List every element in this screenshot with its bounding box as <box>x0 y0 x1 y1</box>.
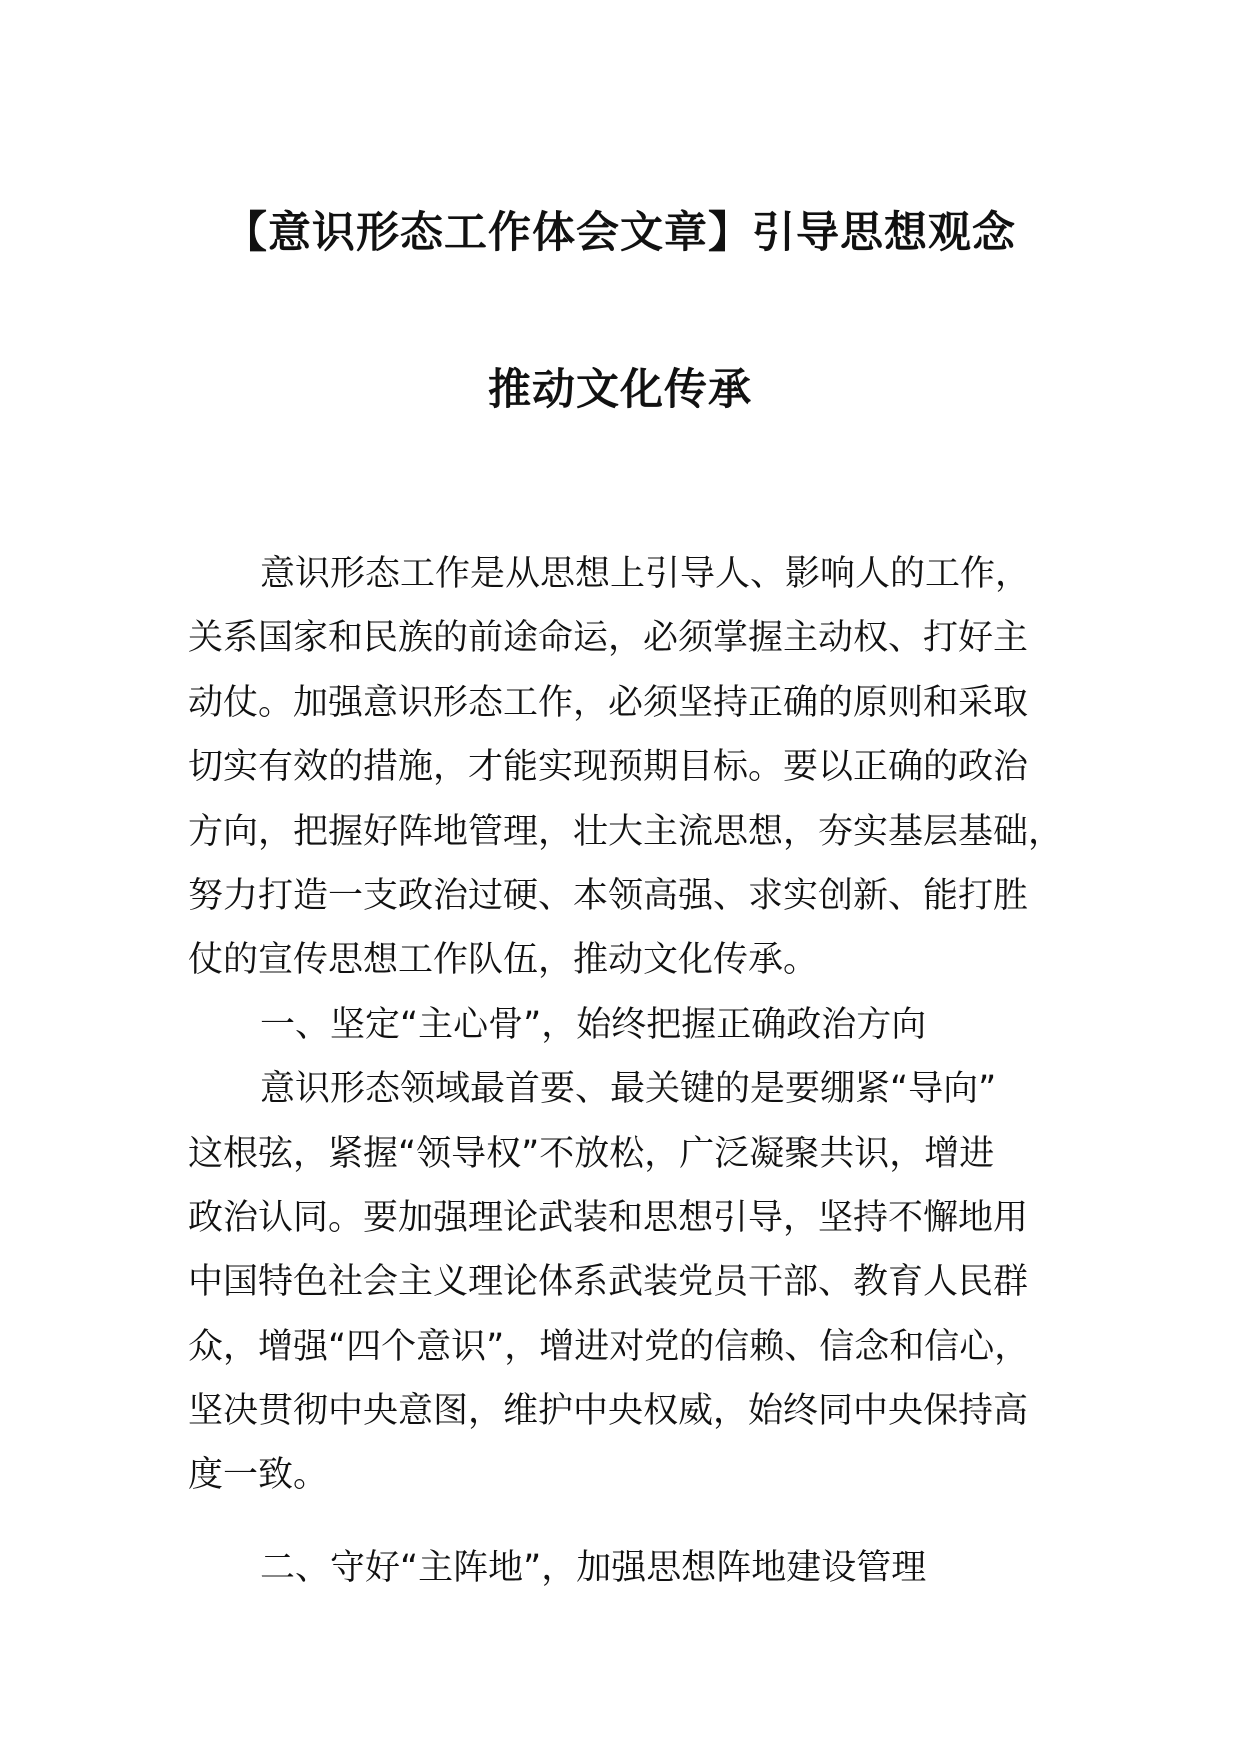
paragraph-section-1-line: 坚决贯彻中央意图，维护中央权威，始终同中央保持高 <box>188 1391 1029 1432</box>
paragraph-intro-line: 切实有效的措施，才能实现预期目标。要以正确的政治 <box>188 747 1029 788</box>
paragraph-intro-line: 意识形态工作是从思想上引导人、影响人的工作， <box>260 554 1031 594</box>
paragraph-section-1-line: 众，增强“四个意识”，增进对党的信赖、信念和信心， <box>188 1326 1030 1367</box>
section-heading-1: 一、坚定“主心骨”，始终把握正确政治方向 <box>260 1004 927 1045</box>
document-body <box>188 542 1068 1600</box>
paragraph-section-1-line: 意识形态领域最首要、最关键的是要绷紧“导向” <box>260 1069 997 1110</box>
paragraph-section-1-line: 度一致。 <box>188 1455 329 1496</box>
document-title-line-2: 推动文化传承 <box>488 365 752 415</box>
paragraph-section-1-line: 这根弦，紧握“领导权”不放松，广泛凝聚共识，增进 <box>188 1133 995 1174</box>
paragraph-intro-line: 努力打造一支政治过硬、本领高强、求实创新、能打胜 <box>188 875 1029 916</box>
paragraph-intro-line: 动仗。加强意识形态工作，必须坚持正确的原则和采取 <box>188 682 1029 723</box>
paragraph-intro-line: 方向，把握好阵地管理，壮大主流思想，夯实基层基础， <box>188 811 1064 852</box>
paragraph-intro-line: 仗的宣传思想工作队伍，推动文化传承。 <box>188 940 819 981</box>
paragraph-intro-line: 关系国家和民族的前途命运，必须掌握主动权、打好主 <box>188 618 1029 659</box>
document-title-line-1: 【意识形态工作体会文章】引导思想观念 <box>224 208 1016 258</box>
paragraph-section-1-line: 中国特色社会主义理论体系武装党员干部、教育人民群 <box>188 1262 1029 1303</box>
paragraph-section-1-line: 政治认同。要加强理论武装和思想引导，坚持不懈地用 <box>188 1197 1029 1238</box>
section-heading-2: 二、守好“主阵地”，加强思想阵地建设管理 <box>260 1547 927 1588</box>
